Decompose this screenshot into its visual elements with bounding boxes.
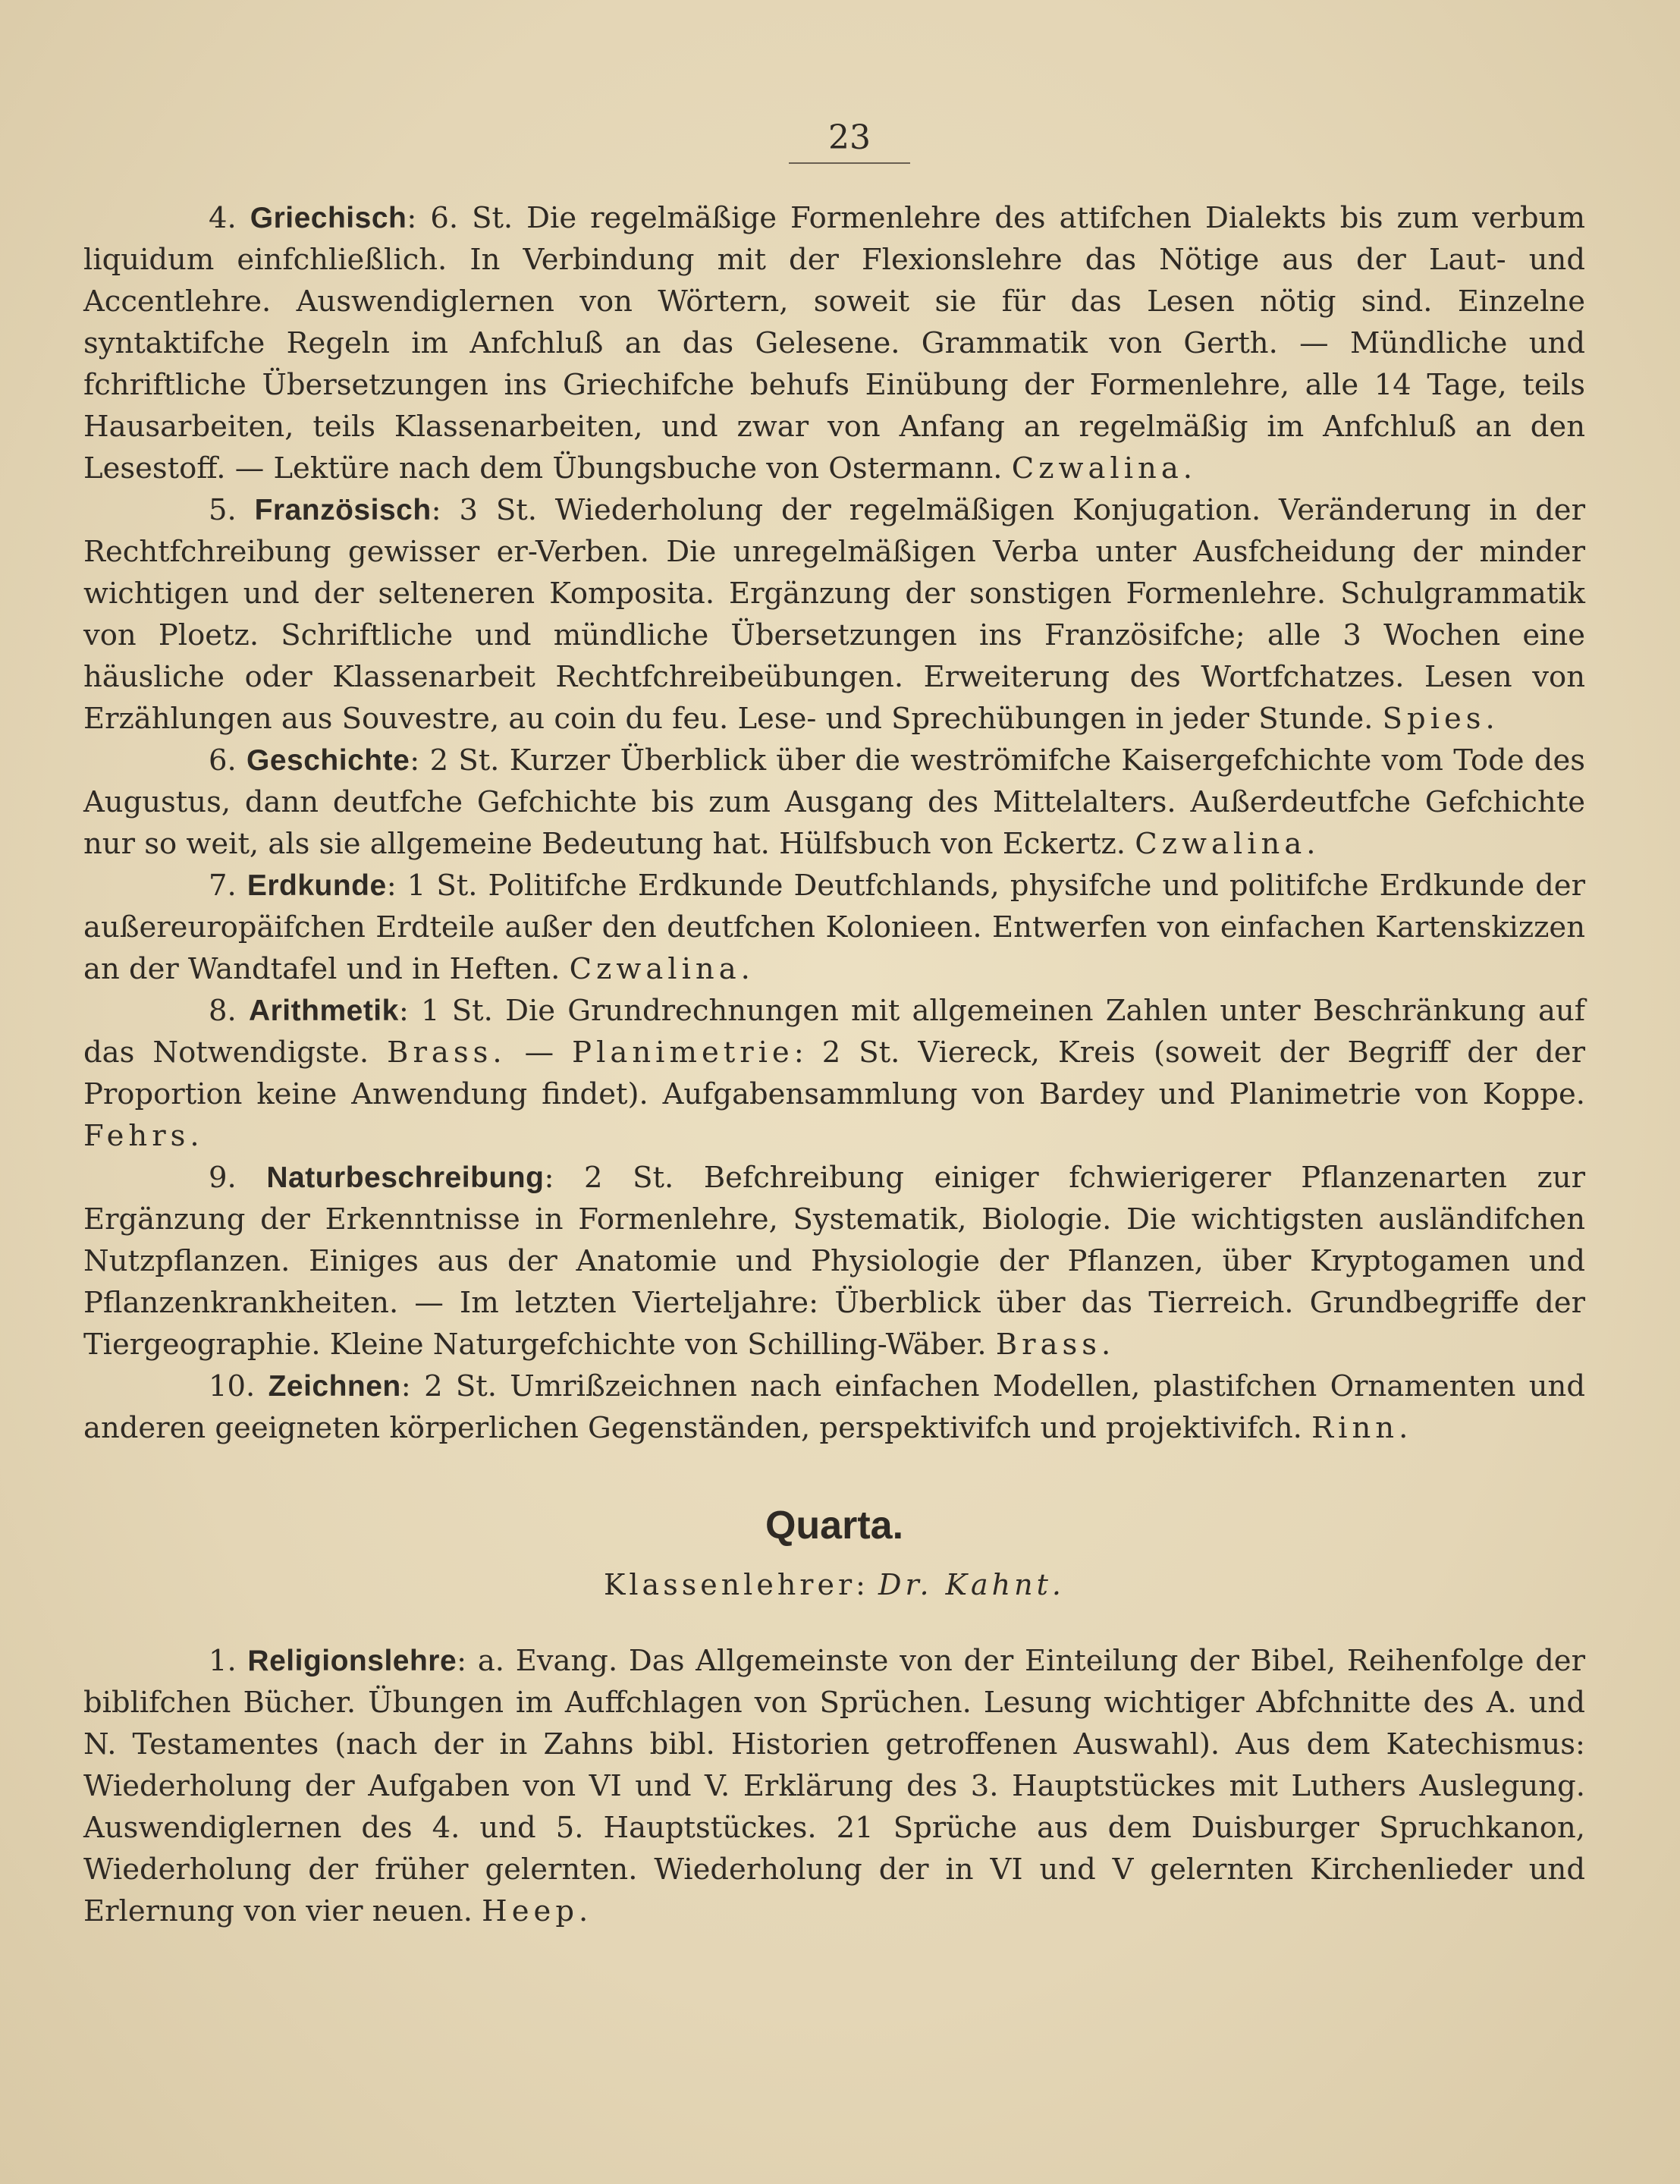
section-text: 1 St. Politifche Erdkunde Deutfchlands, physifche und politifche Erdkunde der außereuropäifchen Erdteile außer den deutfchen Kolonieen. Entwerfen von einfachen Kartenskizzen an der Wandtafel und in Heften. (83, 869, 1585, 986)
separator: : (410, 743, 420, 778)
teacher-name: Brass. (995, 1328, 1116, 1362)
teacher-name: Czwalina. (1135, 827, 1320, 861)
section-text: 1 St. Die Grundrechnungen mit allgemeinen Zahlen unter Beschränkung auf das Notwendigste. (83, 994, 1585, 1070)
subject-title-planimetrie: Planimetrie (572, 1035, 794, 1070)
section-religionslehre (83, 1640, 1585, 1932)
teacher-name: Czwalina. (1011, 451, 1198, 486)
subject-title: Religionslehre (247, 1645, 457, 1677)
separator: : (400, 1369, 411, 1403)
section-griechisch (83, 197, 1585, 489)
page-number: 23 (789, 114, 910, 164)
section-zeichnen (83, 1365, 1585, 1449)
section-erdkunde (83, 865, 1585, 990)
subject-title: Griechisch (250, 202, 407, 234)
subject-title: Zeichnen (268, 1370, 401, 1403)
subject-title: Naturbeschreibung (266, 1161, 545, 1194)
section-number: 5. (209, 493, 237, 527)
teacher-name: Spies. (1382, 702, 1499, 736)
section-text: 3 St. Wiederholung der regelmäßigen Konjugation. Veränderung in der Rechtfchreibung gewisser er-Verben. Die unregelmäßigen Verba unter Ausfcheidung der minder wichtigen und der selteneren Komposita. Ergänzung der sonstigen Formenlehre. Schulgrammatik von Ploetz. Schriftliche und mündliche Übersetzungen ins Französifche; alle 3 Wochen eine häusliche oder Klassenarbeit Rechtfchreibeübungen. Erweiterung des Wortfchatzes. Lesen von Erzählungen aus Souvestre, au coin du feu. Lese- und Sprechübungen in jeder Stunde. (83, 493, 1585, 736)
section-number: 1. (209, 1644, 237, 1678)
class-teacher-label: Klassenlehrer: (604, 1568, 869, 1601)
dash: — (506, 1035, 573, 1070)
section-geschichte (83, 740, 1585, 865)
section-number: 10. (209, 1369, 256, 1403)
teacher-name: Rinn. (1311, 1411, 1413, 1445)
section-number: 6. (209, 743, 237, 778)
class-teacher-line (83, 1563, 1585, 1607)
section-text-planimetrie: : 2 St. Viereck, Kreis (soweit der Begriff der der Proportion keine Anwendung findet). Aufgabensammlung von Bardey und Planimetrie von Koppe. (83, 1035, 1585, 1111)
section-franzoesisch (83, 489, 1585, 740)
section-text: 2 St. Befchreibung einiger fchwierigerer Pflanzenarten zur Ergänzung der Erkenntnisse in Formenlehre, Systematik, Biologie. Die wichtigsten ausländifchen Nutzpflanzen. Einiges aus der Anatomie und Physiologie der Pflanzen, über Kryptogamen und Pflanzenkrankheiten. — Im letzten Vierteljahre: Überblick über das Tierreich. Grundbegriffe der Tiergeographie. Kleine Naturgefchichte von Schilling-Wäber. (83, 1161, 1585, 1362)
section-number: 7. (209, 869, 237, 903)
teacher-name: Brass. (387, 1035, 507, 1070)
subject-title: Geschichte (247, 744, 410, 777)
subject-title: Arithmetik (248, 995, 399, 1027)
teacher-name: Heep. (482, 1894, 593, 1928)
teacher-name: Fehrs. (83, 1119, 204, 1153)
section-text: 6. St. Die regelmäßige Formenlehre des attifchen Dialekts bis zum verbum liquidum einfchließlich. In Verbindung mit der Flexionslehre das Nötige aus der Laut- und Accentlehre. Auswendiglernen von Wörtern, soweit sie für das Lesen nötig sind. Einzelne syntaktifche Regeln im Anfchluß an das Gelesene. Grammatik von Gerth. — Mündliche und fchriftliche Übersetzungen ins Griechifche behufs Einübung der Formenlehre, alle 14 Tage, teils Hausarbeiten, teils Klassenarbeiten, und zwar von Anfang an regelmäßig im Anfchluß an den Lesestoff. — Lektüre nach dem Übungsbuche von Ostermann. (83, 201, 1585, 486)
separator: : (386, 869, 397, 903)
section-text: a. Evang. Das Allgemeinste von der Einteilung der Bibel, Reihenfolge der biblifchen Bücher. Übungen im Auffchlagen von Sprüchen. Lesung wichtiger Abfchnitte des A. und N. Testamentes (nach der in Zahns bibl. Historien getroffenen Auswahl). Aus dem Katechismus: Wiederholung der Aufgaben von VI und V. Erklärung des 3. Hauptstückes mit Luthers Auslegung. Auswendiglernen des 4. und 5. Hauptstückes. 21 Sprüche aus dem Duisburger Spruchkanon, Wiederholung der früher gelernten. Wiederholung der in VI und V gelernten Kirchenlieder und Erlernung von vier neuen. (83, 1644, 1585, 1928)
separator: : (431, 493, 441, 527)
section-arithmetik (83, 990, 1585, 1157)
subject-title: Französisch (254, 494, 432, 526)
class-teacher-name: Dr. Kahnt. (878, 1568, 1065, 1601)
class-heading: Quarta. (765, 1504, 904, 1548)
section-number: 9. (209, 1161, 237, 1195)
document-body (83, 197, 1585, 1932)
separator: : (407, 201, 417, 235)
separator: : (457, 1644, 467, 1678)
section-text: 2 St. Umrißzeichnen nach einfachen Modellen, plastifchen Ornamenten und anderen geeigneten körperlichen Gegenständen, perspektivifch und projektivifch. (83, 1369, 1585, 1445)
separator: : (544, 1161, 554, 1195)
section-number: 8. (209, 994, 237, 1028)
section-text: 2 St. Kurzer Überblick über die weströmifche Kaisergefchichte vom Tode des Augustus, dann deutfche Gefchichte bis zum Ausgang des Mittelalters. Außerdeutfche Gefchichte nur so weit, als sie allgemeine Bedeutung hat. Hülfsbuch von Eckertz. (83, 743, 1585, 861)
teacher-name: Czwalina. (569, 952, 755, 986)
separator: : (398, 994, 409, 1028)
section-number: 4. (209, 201, 237, 235)
subject-title: Erdkunde (247, 869, 387, 902)
section-naturbeschreibung (83, 1157, 1585, 1365)
